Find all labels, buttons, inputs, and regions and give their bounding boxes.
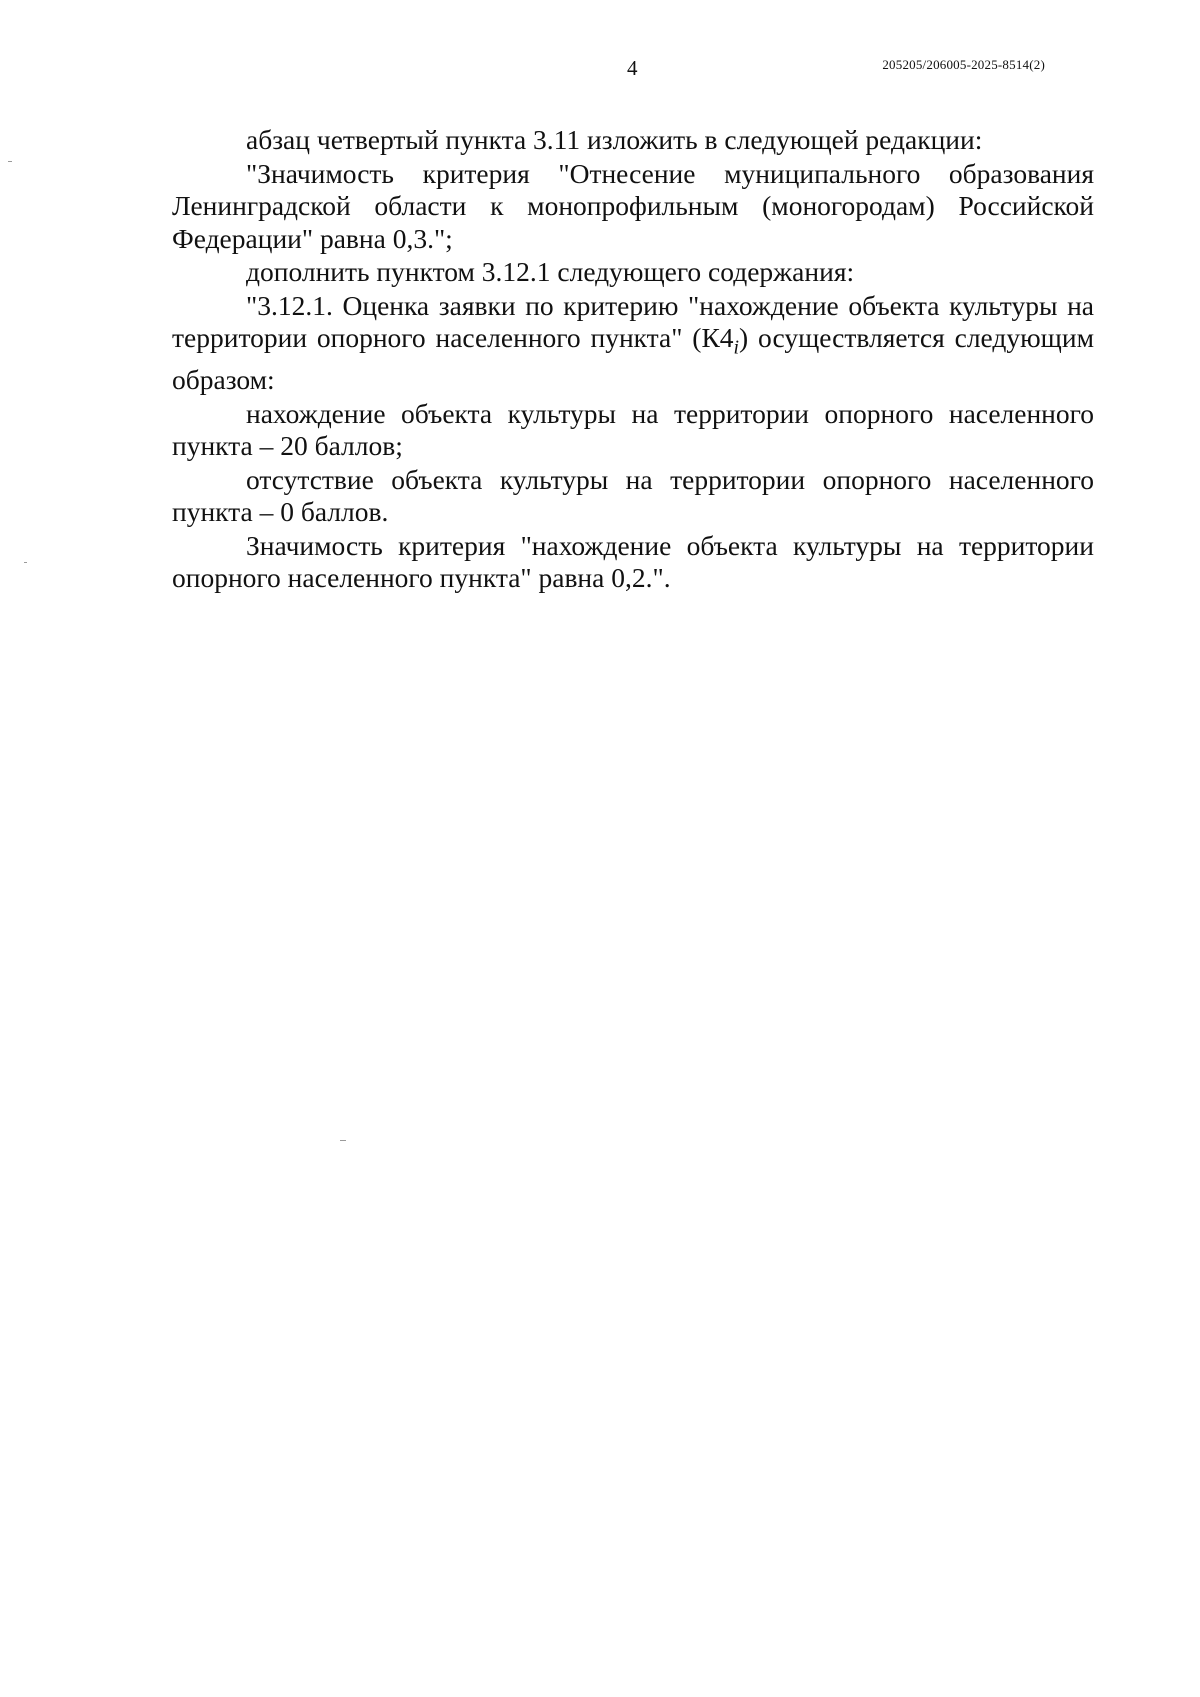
document-body (172, 124, 1094, 595)
scan-artifact (8, 161, 12, 162)
paragraph-4 (172, 290, 1094, 397)
paragraph-4-tail: ) осуществляется следующим образом: (172, 322, 1094, 395)
page-number: 4 (627, 56, 638, 80)
paragraph-4-text: "3.12.1. Оценка заявки по критерию "нахождение объекта культуры на территории опорного населенного пункта" (К4 (172, 289, 1094, 353)
paragraph-5: нахождение объекта культуры на территории опорного населенного пункта – 20 баллов; (172, 397, 1094, 461)
paragraph-6: отсутствие объекта культуры на территории опорного населенного пункта – 0 баллов. (172, 463, 1094, 527)
formula-subscript: i (733, 336, 740, 359)
paragraph-3: дополнить пунктом 3.12.1 следующего содержания: (246, 256, 855, 287)
scan-artifact (340, 1140, 346, 1141)
paragraph-2: "Значимость критерия "Отнесение муниципального образования Ленинградской области к монопрофильным (моногородам) Российской Федерации" равна 0,3."; (172, 157, 1094, 254)
scan-artifact (24, 562, 27, 563)
paragraph-1: абзац четвертый пункта 3.11 изложить в следующей редакции: (246, 124, 983, 155)
document-code: 205205/206005-2025-8514(2) (882, 57, 1045, 72)
paragraph-7: Значимость критерия "нахождение объекта культуры на территории опорного населенного пункта" равна 0,2.". (172, 529, 1094, 593)
